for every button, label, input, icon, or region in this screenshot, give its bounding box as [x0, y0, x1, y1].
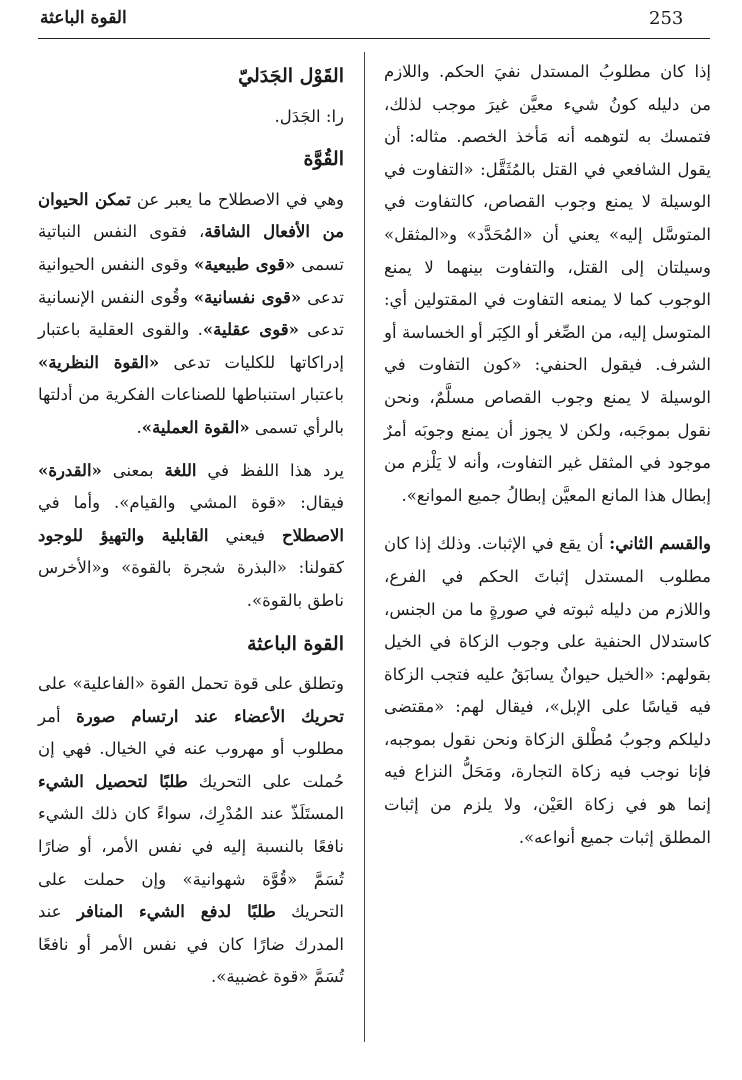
entry-heading-qawl-jadali: القَوْل الجَدَليّ: [238, 65, 344, 87]
paragraph-second-section: والقسم الثاني: أن يقع في الإثبات. وذلك إذا كان مطلوب المستدل إثباتَ الحكم في الفرع، واللازم من دليله ثبوته في صورةٍ ما من الجنس، كاستدلال الحنفية على وجوب الزكاة في الخيل بقولهم: «الخيل حيوانٌ يسابَقُ عليه فتجب الزكاة فيه قياسًا على الإبل»، فيقال لهم: «مقتضى دليلكم وجوبُ مُطْلق الزكاة ونحن نقول بموجبه، فإنا نوجب فيه زكاة التجارة، ومَحَلُّ النزاع فيه إنما هو في زكاة العَيْن، ولا يلزم من إثبات المطلق إثبات جميع أنواعه».: [384, 534, 711, 847]
page-header: [0, 0, 742, 34]
page-number: 253: [649, 8, 684, 29]
paragraph-quwwa-usage: يرد هذا اللفظ في اللغة بمعنى «القدرة» فيقال: «قوة المشي والقيام». وأما في الاصطلاح فيعني القابلية والتهيؤ للوجود كقولنا: «البذرة شجرة بالقوة» و«الأخرس ناطق بالقوة».: [38, 460, 344, 610]
left-column: [38, 56, 344, 1004]
running-title: القوة الباعثة: [40, 8, 127, 28]
header-rule: [38, 38, 710, 39]
entry-heading-quwwa: القُوَّة: [303, 148, 344, 171]
cross-reference: را: الجَدَل.: [274, 106, 344, 126]
paragraph-quwwa-definition: وهي في الاصطلاح ما يعبر عن تمكن الحيوان من الأفعال الشاقة، فقوى النفس النباتية تسمى «قوى طبيعية» وقوى النفس الحيوانية تدعى «قوى نفسانية» وقُوى النفس الإنسانية تدعى «قوى عقلية». والقوى العقلية باعتبار إدراكاتها للكليات تدعى «القوة النظرية» باعتبار استنباطها للصناعات الفكرية من أدلتها بالرأي تسمى «القوة العملية».: [38, 189, 345, 437]
paragraph-quwwa-baitha: وتطلق على قوة تحمل القوة «الفاعلية» على تحريك الأعضاء عند ارتسام صورة أمر مطلوب أو مهروب عنه في الخيال. فهي إن حُملت على التحريك طلبًا لتحصيل الشيء المستَلَذّ عند المُدْرِك، سواءً كان ذلك الشيء نافعًا بالنسبة إليه في نفس الأمر، أو ضارًا تُسَمَّ «قُوَّة شهوانية» وإن حملت على التحريك طلبًا لدفع الشيء المنافر عند المدرك ضارًا كان في نفس الأمر أو نافعًا تُسَمَّ «قوة غضبية».: [38, 674, 345, 987]
right-column: [384, 56, 711, 854]
paragraph-negation: إذا كان مطلوبُ المستدل نفيَ الحكم. واللازم من دليله كونُ شيء معيَّن غيرَ موجب لذلك، فتمسك به لتوهمه أنه مَأخذ الخصم. مثاله: أن يقول الشافعي في القتل بالمُثَقَّل: «التفاوت في الوسيلة لا يمنع وجوب القصاص، كالتفاوت في المتوسَّل إليه» يعني أن «المُحَدَّد» و«المثقل» وسيلتان إلى القتل، والتفاوت بينهما لا يمنع الوجوب كما لا يمنعه التفاوت في المقتولين أي: المتوسل إليه، من الصِّغر أو الكِبَر أو الخساسة أو الشرف. فيقول الحنفي: «كون التفاوت في الوسيلة لا يمنع وجوب القصاص مسلَّمٌ، ونحن نقول بموجَبه، ولكن لا يجوز أن يمنع وجوبَه أمرٌ موجود في المثقل غير التفاوت، وأنه لا يَلْزم من إبطال هذا المانع المعيَّن إبطالُ جميع الموانع».: [384, 62, 711, 505]
section-label: والقسم الثاني:: [609, 534, 711, 554]
column-divider: [364, 52, 365, 1042]
entry-heading-quwwa-baitha: القوة الباعثة: [247, 632, 344, 655]
